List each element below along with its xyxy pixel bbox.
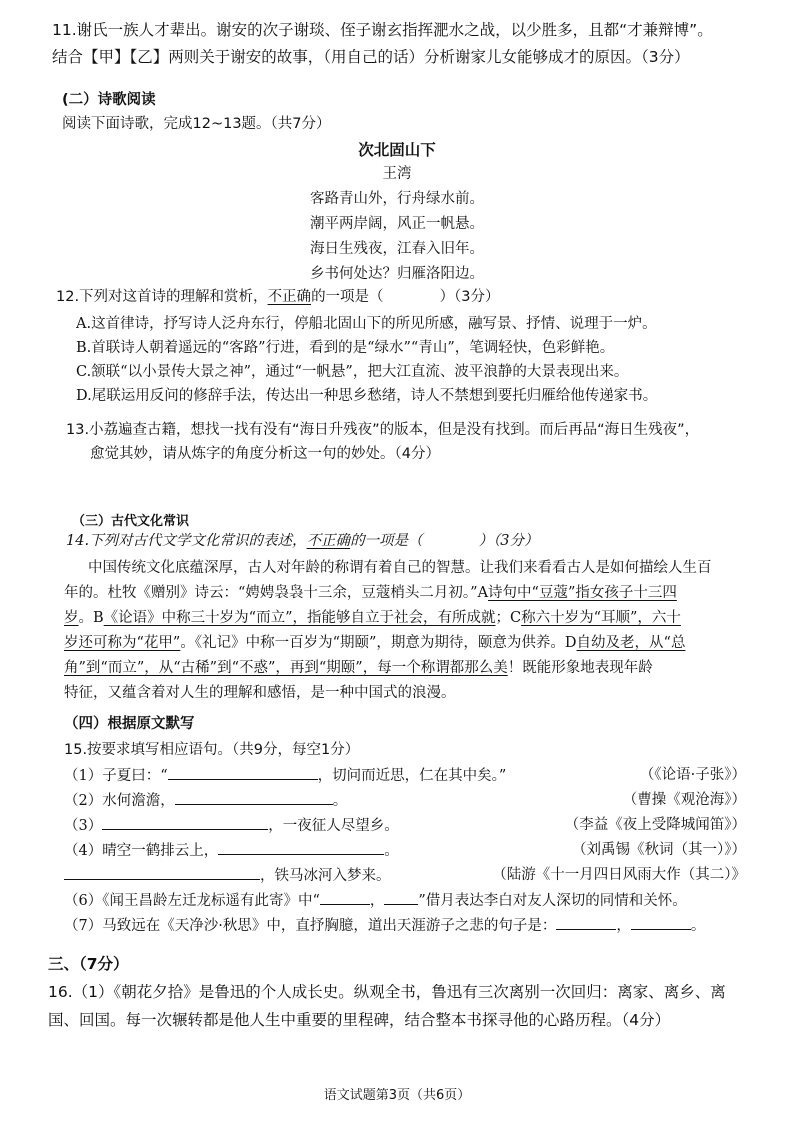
q14-para-line2 — [64, 583, 677, 603]
q15-blank-4[interactable] — [218, 840, 384, 855]
q14-option-a-text: 诗句中“豆蔻”指女孩子十三四 — [488, 585, 677, 601]
q14-option-c-text-end: 岁还可称为“花甲” — [64, 635, 181, 651]
q15-item-6-separator: ， — [369, 893, 385, 909]
q14-text: 。B — [78, 610, 104, 626]
q12-option-b: B.首联诗人朝着遥远的“客路”行进，看到的是“绿水”“青山”，笔调轻快，色彩鲜艳。 — [76, 340, 615, 356]
q15-blank-1[interactable] — [168, 765, 318, 780]
q14-option-c-text: 称六十岁为“耳顺”，六十 — [521, 610, 681, 626]
q11-line2: 结合【甲】【乙】两则关于谢安的故事，（用自己的话）分析谢家儿女能够成才的原因。（3分） — [52, 48, 690, 66]
q15-item-3 — [64, 815, 399, 836]
q14-option-a-text-end: 岁 — [64, 610, 79, 626]
q14-para-line6: 特征，又蕴含着对人生的理解和感悟，是一种中国式的浪漫。 — [64, 685, 456, 701]
q16-line1: 16.（1）《朝花夕拾》是鲁迅的个人成长史。纵观全书，鲁迅有三次离别一次回归：离家、离乡、离 — [48, 983, 726, 1001]
q14-stem-end: ）（3分） — [478, 533, 539, 549]
q15-item-6-prefix: （6）《闻王昌龄左迁龙标遥有此寄》中“ — [64, 893, 320, 909]
q15-blank-6a[interactable] — [320, 890, 370, 905]
q14-text: ！既能形象地表现年龄 — [507, 660, 653, 676]
q15-item-6-suffix: ”借月表达李白对友人深切的同情和关怀。 — [418, 893, 687, 909]
q14-stem-emphasis: 不正确 — [306, 533, 351, 549]
q15-item-4-suffix: 。 — [384, 843, 399, 859]
q15-item-1 — [64, 765, 506, 786]
q16-line2: 国、回国。每一次辗转都是他人生中重要的里程碑，结合整本书探寻他的心路历程。（4分） — [48, 1011, 671, 1029]
q15-item-3-suffix: ，一夜征人尽望乡。 — [268, 818, 399, 834]
q14-option-d-text: 自幼及老，从“总 — [576, 635, 686, 651]
q15-stem: 15.按要求填写相应语句。（共9分，每空1分） — [64, 742, 360, 758]
q12-option-d: D.尾联运用反问的修辞手法，传达出一种思乡愁绪，诗人不禁想到要托归雁给他传递家书。 — [76, 388, 658, 404]
q12-stem-end: ）（3分） — [439, 289, 500, 305]
q15-item-6 — [64, 890, 687, 911]
q15-blank-2[interactable] — [175, 790, 333, 805]
q14-stem — [66, 531, 539, 551]
q14-option-b-text: 《论语》中称三十岁为“而立”，指能够自立于社会，有所成就 — [103, 610, 496, 626]
q14-stem-before: 14.下列对古代文学文化常识的表述， — [66, 533, 307, 549]
q15-item-1-prefix: （1）子夏曰：“ — [64, 768, 168, 784]
q15-item-7-suffix: 。 — [690, 918, 706, 934]
q12-stem-after: 的一项是（ — [311, 289, 384, 305]
q15-blank-7b[interactable] — [631, 915, 691, 930]
page-footer: 语文试题第3页（共6页） — [323, 1088, 471, 1103]
q15-blank-7a[interactable] — [556, 915, 616, 930]
q15-item-4-source: （刘禹锡《秋词（其一）》） — [572, 842, 746, 858]
q15-item-2-prefix: （2）水何澹澹， — [64, 793, 175, 809]
poem-line-1: 客路青山外，行舟绿水前。 — [310, 191, 484, 207]
part-3-heading: 三、（7分） — [48, 955, 129, 973]
q15-item-1-source: （《论语·子张》） — [639, 767, 746, 783]
q15-blank-5[interactable] — [64, 865, 260, 880]
q14-para-line1: 中国传统文化底蕴深厚，古人对年龄的称谓有着自己的智慧。让我们来看看古人是如何描绘人生百 — [88, 560, 712, 576]
q15-item-7-separator: ， — [616, 918, 631, 934]
q15-item-3-source: （李益《夜上受降城闻笛》） — [564, 817, 746, 833]
q14-para-line3 — [64, 608, 681, 628]
q15-item-2 — [64, 790, 347, 811]
poem-line-4: 乡书何处达？归雁洛阳边。 — [310, 266, 484, 282]
section-4-heading: （四）根据原文默写 — [64, 716, 195, 732]
poem-title: 次北固山下 — [358, 141, 436, 159]
q13-line1: 13.小荔遍查古籍，想找一找有没有“海日升残夜”的版本，但是没有找到。而后再品“海日生残夜”， — [66, 422, 700, 438]
q12-stem — [56, 287, 500, 307]
q15-item-5-suffix: ，铁马冰河入梦来。 — [260, 868, 391, 884]
q12-stem-emphasis: 不正确 — [267, 289, 312, 305]
q14-stem-after: 的一项是（ — [350, 533, 423, 549]
q14-option-d-text-end: 角”到“而立”，从“古稀”到“不惑”，再到“期颐”，每一个称谓都那么美 — [64, 660, 508, 676]
q15-item-5-source: （陆游《十一月四日风雨大作（其二）》 — [492, 867, 746, 883]
q15-blank-3[interactable] — [102, 815, 268, 830]
q14-text: 年的。杜牧《赠别》诗云：“娉娉袅袅十三余，豆蔻梢头二月初。”A — [64, 585, 489, 601]
q15-item-2-suffix: 。 — [332, 793, 348, 809]
q15-item-1-suffix: ，切问而近思，仁在其中矣。” — [317, 768, 507, 784]
q15-item-4 — [64, 840, 399, 861]
poem-author: 王湾 — [382, 166, 412, 182]
q14-para-line5 — [64, 658, 653, 678]
poem-line-3: 海日生残夜，江春入旧年。 — [310, 241, 484, 257]
section-2-heading: (二）诗歌阅读 — [62, 92, 156, 108]
q13-line2: 愈觉其妙，请从炼字的角度分析这一句的妙处。（4分） — [90, 446, 440, 462]
q15-item-3-prefix: （3） — [64, 818, 103, 834]
q14-text: ；C — [495, 610, 522, 626]
q15-blank-6b[interactable] — [384, 890, 418, 905]
q15-item-4-prefix: （4）晴空一鹤排云上， — [64, 843, 219, 859]
q12-option-a: A.这首律诗，抒写诗人泛舟东行，停船北固山下的所见所感，融写景、抒情、说理于一炉。 — [76, 316, 657, 332]
section-3-heading: （三）古代文化常识 — [72, 514, 190, 529]
section-2-instruction: 阅读下面诗歌，完成12~13题。（共7分） — [62, 116, 331, 132]
q14-para-line4 — [64, 633, 685, 653]
q15-item-7-prefix: （7）马致远在《天净沙·秋思》中，直抒胸臆，道出天涯游子之悲的句子是： — [64, 918, 557, 934]
q15-item-5 — [64, 865, 391, 886]
q15-item-2-source: （曹操《观沧海》） — [622, 792, 746, 808]
q12-option-c: C.颔联“以小景传大景之神”，通过“一帆悬”，把大江直流、波平浪静的大景表现出来。 — [76, 364, 629, 380]
poem-line-2: 潮平两岸阔，风正一帆悬。 — [310, 216, 484, 232]
q14-text: 。《礼记》中称一百岁为“期颐”，期意为期待，颐意为供养。D — [180, 635, 577, 651]
q11-line1: 11.谢氏一族人才辈出。谢安的次子谢琰、侄子谢玄指挥淝水之战，以少胜多，且都“才兼辩博”。 — [52, 21, 713, 39]
q12-stem-before: 12.下列对这首诗的理解和赏析， — [56, 289, 268, 305]
q15-item-7 — [64, 915, 705, 936]
